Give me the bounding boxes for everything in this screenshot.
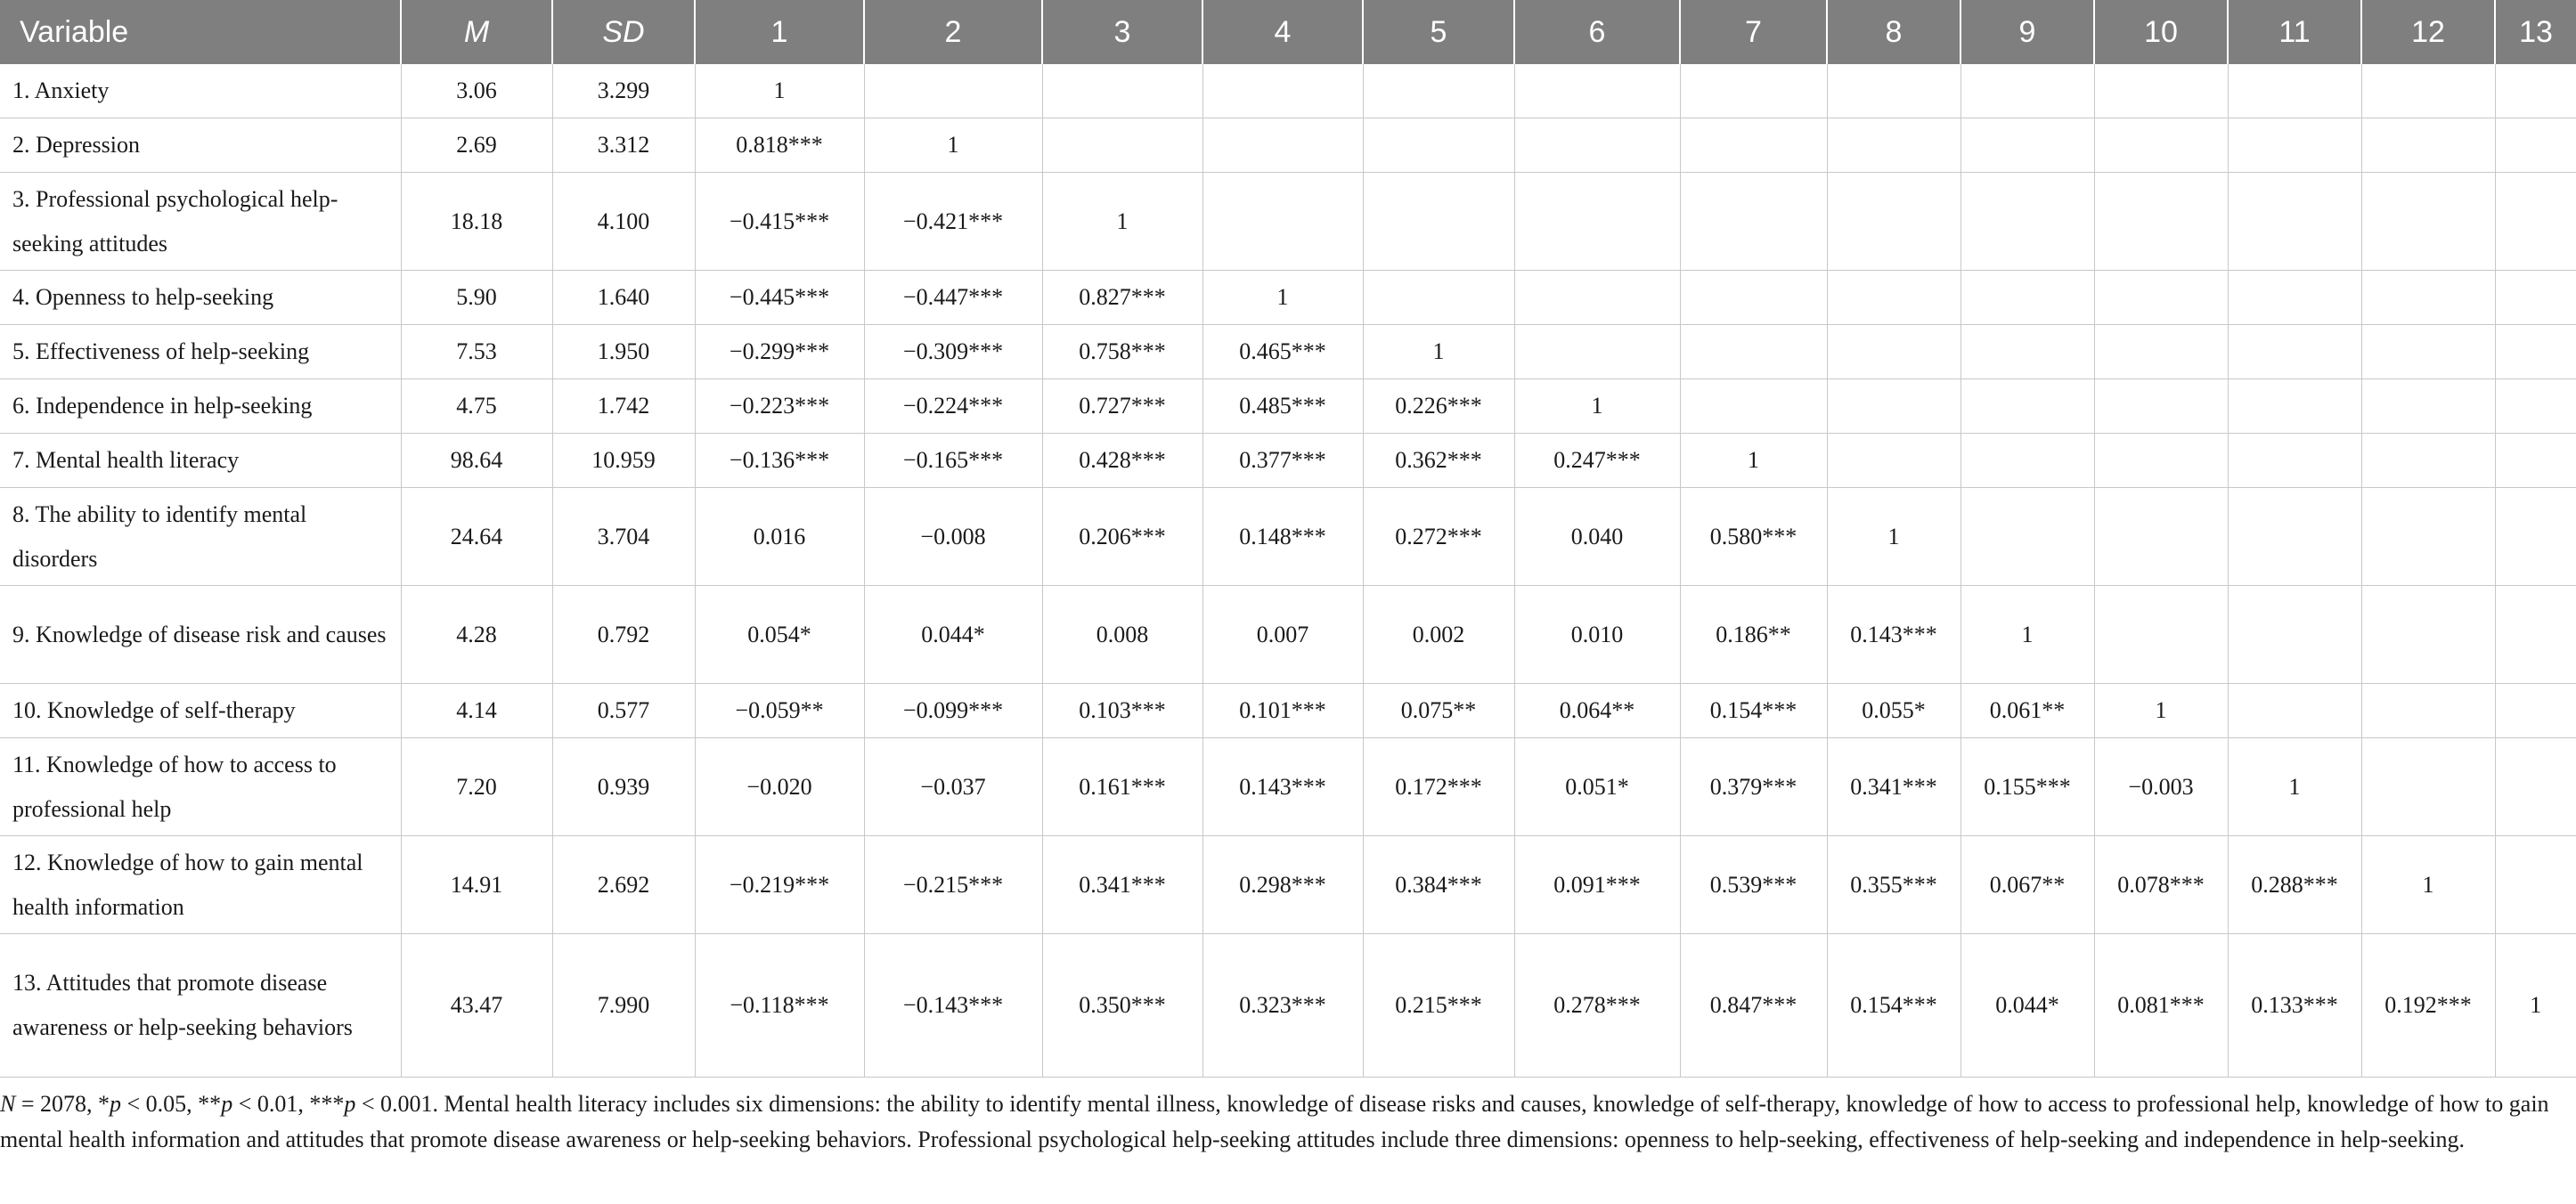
- correlation-cell: [1961, 173, 2094, 271]
- correlation-cell: [1514, 325, 1680, 379]
- correlation-cell: 0.061**: [1961, 684, 2094, 738]
- correlation-cell: [2228, 173, 2361, 271]
- correlation-cell: [2094, 271, 2228, 325]
- correlation-cell: −0.224***: [864, 379, 1042, 434]
- correlation-cell: [2495, 325, 2576, 379]
- correlation-cell: [2094, 118, 2228, 173]
- correlation-cell: [1961, 271, 2094, 325]
- table-row: [0, 684, 2576, 738]
- correlation-cell: −0.020: [695, 738, 864, 836]
- footnote-significance-1: < 0.05, **: [121, 1091, 222, 1117]
- correlation-cell: −0.003: [2094, 738, 2228, 836]
- correlation-cell: 0.847***: [1680, 934, 1827, 1078]
- correlation-cell: [2361, 64, 2495, 118]
- correlation-cell: −0.415***: [695, 173, 864, 271]
- variable-name-cell: 4. Openness to help-seeking: [0, 271, 401, 325]
- correlation-cell: 0.002: [1363, 586, 1514, 684]
- correlation-cell: 0.067**: [1961, 836, 2094, 934]
- correlation-cell: 0.143***: [1827, 586, 1961, 684]
- correlation-cell: [1680, 379, 1827, 434]
- correlation-cell: [1827, 271, 1961, 325]
- correlation-cell: [2094, 379, 2228, 434]
- mean-cell: 43.47: [401, 934, 552, 1078]
- correlation-cell: −0.037: [864, 738, 1042, 836]
- correlation-cell: −0.219***: [695, 836, 864, 934]
- sd-cell: 1.742: [552, 379, 695, 434]
- correlation-cell: [1827, 118, 1961, 173]
- column-header: 3: [1042, 0, 1202, 64]
- correlation-cell: [2361, 325, 2495, 379]
- correlation-cell: 0.485***: [1202, 379, 1363, 434]
- correlation-cell: 0.539***: [1680, 836, 1827, 934]
- correlation-cell: [1827, 325, 1961, 379]
- variable-name-cell: 2. Depression: [0, 118, 401, 173]
- variable-name-cell: 11. Knowledge of how to access to professional help: [0, 738, 401, 836]
- correlation-cell: 0.827***: [1042, 271, 1202, 325]
- correlation-cell: [1363, 64, 1514, 118]
- correlation-cell: [2228, 684, 2361, 738]
- correlation-cell: [1961, 488, 2094, 586]
- table-row: [0, 434, 2576, 488]
- correlation-cell: 1: [695, 64, 864, 118]
- correlation-cell: [2495, 379, 2576, 434]
- table-header: [0, 0, 2576, 64]
- correlation-cell: [864, 64, 1042, 118]
- correlation-cell: −0.445***: [695, 271, 864, 325]
- column-header: 1: [695, 0, 864, 64]
- table-row: [0, 934, 2576, 1078]
- correlation-cell: 0.078***: [2094, 836, 2228, 934]
- correlation-cell: −0.099***: [864, 684, 1042, 738]
- correlation-cell: [2228, 271, 2361, 325]
- sd-cell: 4.100: [552, 173, 695, 271]
- correlation-cell: [2094, 173, 2228, 271]
- correlation-cell: 0.379***: [1680, 738, 1827, 836]
- correlation-cell: [2361, 586, 2495, 684]
- table-row: [0, 586, 2576, 684]
- correlation-cell: 0.350***: [1042, 934, 1202, 1078]
- correlation-cell: 0.091***: [1514, 836, 1680, 934]
- correlation-cell: [1514, 173, 1680, 271]
- correlation-cell: 0.143***: [1202, 738, 1363, 836]
- table-row: [0, 738, 2576, 836]
- correlation-cell: −0.447***: [864, 271, 1042, 325]
- sd-cell: 10.959: [552, 434, 695, 488]
- correlation-cell: 0.044*: [864, 586, 1042, 684]
- column-header: 7: [1680, 0, 1827, 64]
- correlation-cell: 0.007: [1202, 586, 1363, 684]
- correlation-cell: [2495, 271, 2576, 325]
- footnote-sample-size: = 2078, *: [15, 1091, 110, 1117]
- column-header: SD: [552, 0, 695, 64]
- correlation-cell: [1363, 173, 1514, 271]
- correlation-cell: [1202, 64, 1363, 118]
- correlation-cell: [1827, 173, 1961, 271]
- correlation-cell: −0.215***: [864, 836, 1042, 934]
- correlation-cell: 0.818***: [695, 118, 864, 173]
- correlation-cell: [1202, 173, 1363, 271]
- correlation-cell: [1961, 434, 2094, 488]
- correlation-cell: [2094, 64, 2228, 118]
- variable-name-cell: 1. Anxiety: [0, 64, 401, 118]
- correlation-cell: 0.298***: [1202, 836, 1363, 934]
- correlation-cell: [2228, 488, 2361, 586]
- correlation-cell: −0.059**: [695, 684, 864, 738]
- correlation-cell: [2228, 379, 2361, 434]
- column-header: 13: [2495, 0, 2576, 64]
- correlation-cell: 1: [2228, 738, 2361, 836]
- correlation-cell: 0.226***: [1363, 379, 1514, 434]
- correlation-cell: 0.172***: [1363, 738, 1514, 836]
- correlation-cell: [2094, 586, 2228, 684]
- column-header: 12: [2361, 0, 2495, 64]
- sd-cell: 2.692: [552, 836, 695, 934]
- correlation-cell: 1: [2495, 934, 2576, 1078]
- table-row: [0, 173, 2576, 271]
- correlation-cell: [2495, 488, 2576, 586]
- column-header: 10: [2094, 0, 2228, 64]
- correlation-cell: [1514, 271, 1680, 325]
- variable-name-cell: 3. Professional psychological help-seeking attitudes: [0, 173, 401, 271]
- sd-cell: 0.939: [552, 738, 695, 836]
- correlation-cell: 0.081***: [2094, 934, 2228, 1078]
- correlation-cell: [2094, 325, 2228, 379]
- correlation-cell: [2495, 434, 2576, 488]
- mean-cell: 24.64: [401, 488, 552, 586]
- correlation-cell: 0.161***: [1042, 738, 1202, 836]
- correlation-cell: 1: [2094, 684, 2228, 738]
- mean-cell: 18.18: [401, 173, 552, 271]
- mean-cell: 3.06: [401, 64, 552, 118]
- variable-name-cell: 10. Knowledge of self-therapy: [0, 684, 401, 738]
- correlation-cell: 1: [1363, 325, 1514, 379]
- table-body: [0, 64, 2576, 1078]
- correlation-cell: 1: [864, 118, 1042, 173]
- correlation-cell: 0.051*: [1514, 738, 1680, 836]
- correlation-cell: 0.384***: [1363, 836, 1514, 934]
- correlation-cell: [1042, 118, 1202, 173]
- sd-cell: 0.577: [552, 684, 695, 738]
- correlation-cell: −0.421***: [864, 173, 1042, 271]
- correlation-cell: −0.143***: [864, 934, 1042, 1078]
- correlation-cell: 0.215***: [1363, 934, 1514, 1078]
- sd-cell: 1.640: [552, 271, 695, 325]
- column-header: 9: [1961, 0, 2094, 64]
- footnote-p-label-2: p: [221, 1091, 233, 1117]
- correlation-cell: 1: [1961, 586, 2094, 684]
- correlation-cell: [2228, 434, 2361, 488]
- column-header: 6: [1514, 0, 1680, 64]
- correlation-cell: 0.428***: [1042, 434, 1202, 488]
- correlation-cell: [2228, 118, 2361, 173]
- correlation-cell: 0.186**: [1680, 586, 1827, 684]
- correlation-cell: 0.040: [1514, 488, 1680, 586]
- correlation-cell: 0.154***: [1827, 934, 1961, 1078]
- correlation-cell: [2228, 64, 2361, 118]
- column-header: Variable: [0, 0, 401, 64]
- correlation-cell: [2094, 488, 2228, 586]
- correlation-cell: 0.278***: [1514, 934, 1680, 1078]
- correlation-cell: [2361, 118, 2495, 173]
- correlation-cell: −0.118***: [695, 934, 864, 1078]
- correlation-cell: [2361, 488, 2495, 586]
- sd-cell: 0.792: [552, 586, 695, 684]
- footnote-description: < 0.001. Mental health literacy includes six dimensions: the ability to identify mental illness, knowledge of disease risks and causes, knowledge of self-therapy, knowledge of how to access to professional help, knowledge of how to gain mental health information and attitudes that promote disease awareness or help-seeking behaviors. Professional psychological help-seeking attitudes include three dimensions: openness to help-seeking, effectiveness of help-seeking and independence in help-seeking.: [0, 1091, 2549, 1152]
- sd-cell: 3.704: [552, 488, 695, 586]
- correlation-cell: [1680, 325, 1827, 379]
- correlation-cell: [1514, 118, 1680, 173]
- mean-cell: 7.53: [401, 325, 552, 379]
- correlation-cell: 0.064**: [1514, 684, 1680, 738]
- correlation-cell: [2361, 434, 2495, 488]
- correlation-cell: 0.465***: [1202, 325, 1363, 379]
- correlation-cell: 0.103***: [1042, 684, 1202, 738]
- correlation-cell: [1042, 64, 1202, 118]
- correlation-cell: 0.727***: [1042, 379, 1202, 434]
- correlation-cell: 0.155***: [1961, 738, 2094, 836]
- correlation-cell: [2361, 173, 2495, 271]
- correlation-cell: [2495, 684, 2576, 738]
- correlation-cell: 0.044*: [1961, 934, 2094, 1078]
- mean-cell: 98.64: [401, 434, 552, 488]
- correlation-cell: [1363, 118, 1514, 173]
- correlation-cell: 0.247***: [1514, 434, 1680, 488]
- footnote-n-label: N: [0, 1091, 16, 1117]
- variable-name-cell: 5. Effectiveness of help-seeking: [0, 325, 401, 379]
- correlation-cell: 1: [1042, 173, 1202, 271]
- variable-name-cell: 12. Knowledge of how to gain mental health information: [0, 836, 401, 934]
- correlation-cell: [2495, 64, 2576, 118]
- correlation-cell: 0.010: [1514, 586, 1680, 684]
- correlation-cell: 0.148***: [1202, 488, 1363, 586]
- mean-cell: 4.75: [401, 379, 552, 434]
- correlation-cell: 0.154***: [1680, 684, 1827, 738]
- variable-name-cell: 13. Attitudes that promote disease awareness or help-seeking behaviors: [0, 934, 401, 1078]
- variable-name-cell: 9. Knowledge of disease risk and causes: [0, 586, 401, 684]
- column-header: 4: [1202, 0, 1363, 64]
- correlation-cell: [2495, 173, 2576, 271]
- correlation-cell: [2094, 434, 2228, 488]
- correlation-cell: [2361, 379, 2495, 434]
- sd-cell: 7.990: [552, 934, 695, 1078]
- column-header: 2: [864, 0, 1042, 64]
- correlation-cell: [1363, 271, 1514, 325]
- correlation-cell: [1827, 434, 1961, 488]
- correlation-cell: 0.101***: [1202, 684, 1363, 738]
- correlation-cell: 0.288***: [2228, 836, 2361, 934]
- correlation-cell: −0.309***: [864, 325, 1042, 379]
- column-header: 8: [1827, 0, 1961, 64]
- correlation-cell: 1: [2361, 836, 2495, 934]
- correlation-cell: 0.272***: [1363, 488, 1514, 586]
- correlation-cell: 0.206***: [1042, 488, 1202, 586]
- variable-name-cell: 7. Mental health literacy: [0, 434, 401, 488]
- correlation-cell: 0.758***: [1042, 325, 1202, 379]
- correlation-cell: 0.323***: [1202, 934, 1363, 1078]
- correlation-cell: [1827, 64, 1961, 118]
- correlation-cell: [1680, 173, 1827, 271]
- correlation-cell: −0.136***: [695, 434, 864, 488]
- column-header: 5: [1363, 0, 1514, 64]
- mean-cell: 7.20: [401, 738, 552, 836]
- correlation-cell: [1827, 379, 1961, 434]
- correlation-cell: 0.362***: [1363, 434, 1514, 488]
- mean-cell: 4.14: [401, 684, 552, 738]
- correlation-cell: [1961, 325, 2094, 379]
- sd-cell: 3.299: [552, 64, 695, 118]
- correlation-cell: 0.075**: [1363, 684, 1514, 738]
- sd-cell: 3.312: [552, 118, 695, 173]
- correlation-cell: [2361, 738, 2495, 836]
- table-row: [0, 488, 2576, 586]
- correlation-cell: −0.165***: [864, 434, 1042, 488]
- table-row: [0, 64, 2576, 118]
- table-row: [0, 836, 2576, 934]
- correlation-cell: 0.133***: [2228, 934, 2361, 1078]
- correlation-cell: 0.054*: [695, 586, 864, 684]
- mean-cell: 2.69: [401, 118, 552, 173]
- correlation-cell: 0.055*: [1827, 684, 1961, 738]
- correlation-cell: −0.299***: [695, 325, 864, 379]
- correlation-cell: [2361, 271, 2495, 325]
- correlation-cell: [1961, 64, 2094, 118]
- mean-cell: 14.91: [401, 836, 552, 934]
- correlation-cell: [1680, 271, 1827, 325]
- correlation-cell: 0.355***: [1827, 836, 1961, 934]
- correlation-cell: [2361, 684, 2495, 738]
- correlation-cell: [1514, 64, 1680, 118]
- column-header: M: [401, 0, 552, 64]
- correlation-cell: 1: [1680, 434, 1827, 488]
- correlation-cell: [2495, 118, 2576, 173]
- correlation-cell: [2495, 586, 2576, 684]
- mean-cell: 5.90: [401, 271, 552, 325]
- correlation-cell: −0.008: [864, 488, 1042, 586]
- header-row: [0, 0, 2576, 64]
- correlation-cell: 0.377***: [1202, 434, 1363, 488]
- footnote-p-label-1: p: [110, 1091, 122, 1117]
- correlation-cell: [2228, 586, 2361, 684]
- footnote-significance-2: < 0.01, ***: [232, 1091, 345, 1117]
- correlation-cell: −0.223***: [695, 379, 864, 434]
- correlation-cell: [1202, 118, 1363, 173]
- correlation-cell: [1680, 118, 1827, 173]
- correlation-cell: 0.008: [1042, 586, 1202, 684]
- correlation-cell: 1: [1202, 271, 1363, 325]
- correlation-cell: 0.341***: [1827, 738, 1961, 836]
- variable-name-cell: 8. The ability to identify mental disorders: [0, 488, 401, 586]
- sd-cell: 1.950: [552, 325, 695, 379]
- table-row: [0, 118, 2576, 173]
- table-row: [0, 379, 2576, 434]
- correlation-cell: 1: [1827, 488, 1961, 586]
- correlation-cell: [2228, 325, 2361, 379]
- correlation-cell: 0.192***: [2361, 934, 2495, 1078]
- correlation-cell: [1680, 64, 1827, 118]
- column-header: 11: [2228, 0, 2361, 64]
- correlation-cell: 0.016: [695, 488, 864, 586]
- correlation-cell: [2495, 738, 2576, 836]
- correlation-cell: [1961, 118, 2094, 173]
- correlation-cell: 1: [1514, 379, 1680, 434]
- table-row: [0, 325, 2576, 379]
- correlation-cell: 0.341***: [1042, 836, 1202, 934]
- footnote-p-label-3: p: [344, 1091, 356, 1117]
- table-footnote: [0, 1078, 2576, 1158]
- correlation-cell: 0.580***: [1680, 488, 1827, 586]
- table-row: [0, 271, 2576, 325]
- mean-cell: 4.28: [401, 586, 552, 684]
- correlation-cell: [2495, 836, 2576, 934]
- variable-name-cell: 6. Independence in help-seeking: [0, 379, 401, 434]
- correlation-cell: [1961, 379, 2094, 434]
